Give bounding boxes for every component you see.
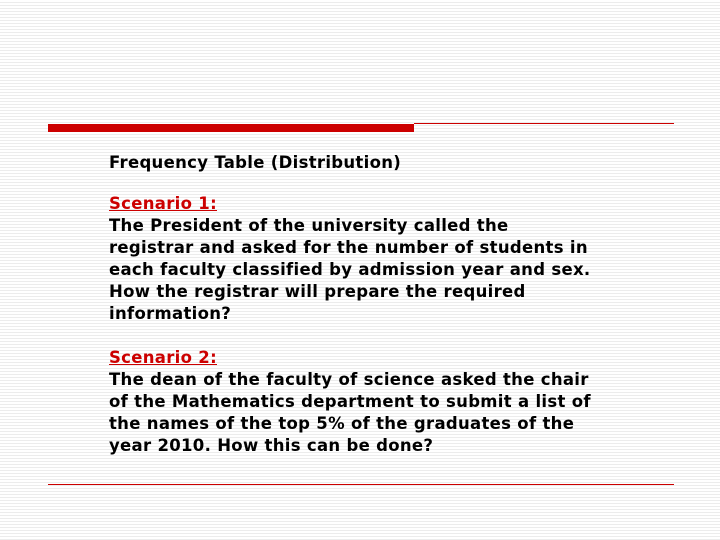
scenario-block-2 — [109, 347, 689, 457]
scenario-text-1: The President of the university called the registrar and asked for the number of students in each faculty classified by admission year and sex. How the registrar will prepare the required information? — [109, 216, 591, 323]
bottom-accent-rule — [48, 484, 674, 485]
scenario-title-2: Scenario 2: — [109, 348, 217, 367]
top-accent-rule — [414, 123, 674, 124]
scenario-block-1 — [109, 193, 689, 325]
top-accent-bar — [48, 124, 414, 132]
scenario-text-2: The dean of the faculty of science asked the chair of the Mathematics department to submit a list of the names of the top 5% of the graduates of the year 2010. How this can be done? — [109, 370, 591, 455]
slide-content — [109, 152, 689, 479]
scenario-title-1: Scenario 1: — [109, 194, 217, 213]
slide-heading: Frequency Table (Distribution) — [109, 153, 402, 172]
